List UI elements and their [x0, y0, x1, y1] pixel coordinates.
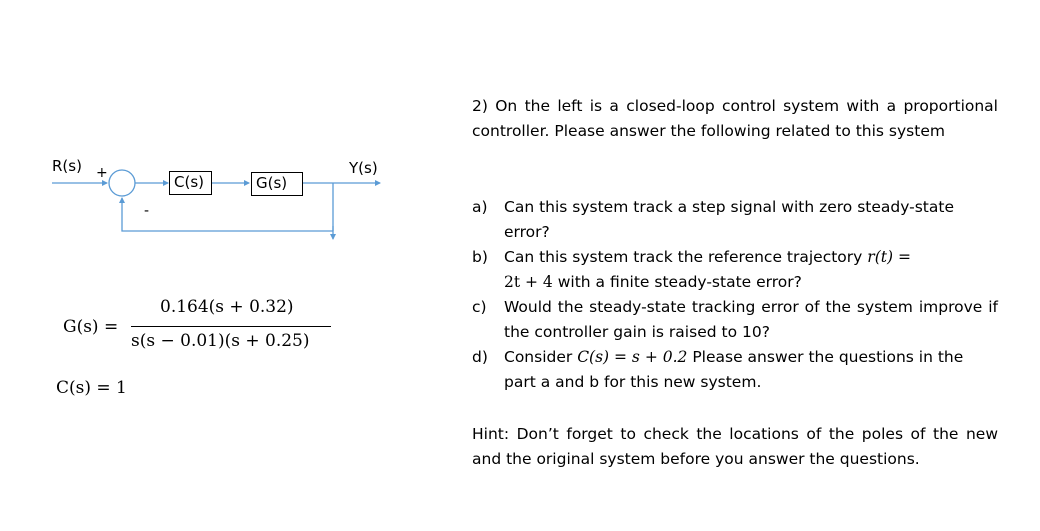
hint-text: Hint: Don’t forget to check the locations of the poles of the new and the original system before you answer the questions. [472, 425, 998, 468]
input-label: R(s) [52, 157, 82, 175]
item-marker: d) [472, 348, 488, 366]
item-text-post: Please answer the questions in the part a and b for this new system. [504, 348, 964, 391]
item-text-pre: Can this system track the reference trajectory [504, 248, 868, 266]
question-item-d [472, 345, 998, 395]
controller-block: C(s) [169, 171, 212, 195]
minus-sign: - [144, 203, 150, 219]
fraction-bar [131, 326, 331, 327]
item-marker: c) [472, 298, 487, 316]
c-equation: C(s) = 1 [56, 378, 127, 398]
item-text: Can this system track a step signal with zero steady-state error? [504, 198, 954, 241]
question-intro: 2) On the left is a closed-loop control system with a proportional controller. Please answer the following related to this system [472, 97, 998, 140]
item-text [504, 245, 998, 295]
item-math: C(s) = s + 0.2 [577, 348, 688, 366]
item-text: Would the steady-state tracking error of the system improve if the controller gain is raised to 10? [504, 298, 998, 341]
plus-sign: + [96, 165, 108, 181]
item-marker: b) [472, 248, 488, 266]
block-diagram [0, 0, 460, 260]
item-text-pre: Consider [504, 348, 578, 366]
item-math-1: r(t) = [867, 248, 911, 266]
item-text-post: with a finite steady-state error? [552, 273, 802, 291]
g-numerator: 0.164(s + 0.32) [160, 297, 294, 317]
item-math-2: 2t + 4 [504, 273, 553, 291]
output-label: Y(s) [349, 159, 378, 177]
plant-block: G(s) [251, 172, 303, 196]
question-item-a [472, 195, 998, 245]
question-item-b [472, 245, 998, 295]
question-item-c [472, 295, 998, 345]
g-lhs: G(s) = [63, 317, 119, 337]
item-marker: a) [472, 198, 488, 216]
feedback-path-bottom [122, 198, 333, 231]
summing-junction [109, 170, 135, 196]
g-denominator: s(s − 0.01)(s + 0.25) [131, 331, 310, 351]
item-text [504, 345, 998, 395]
